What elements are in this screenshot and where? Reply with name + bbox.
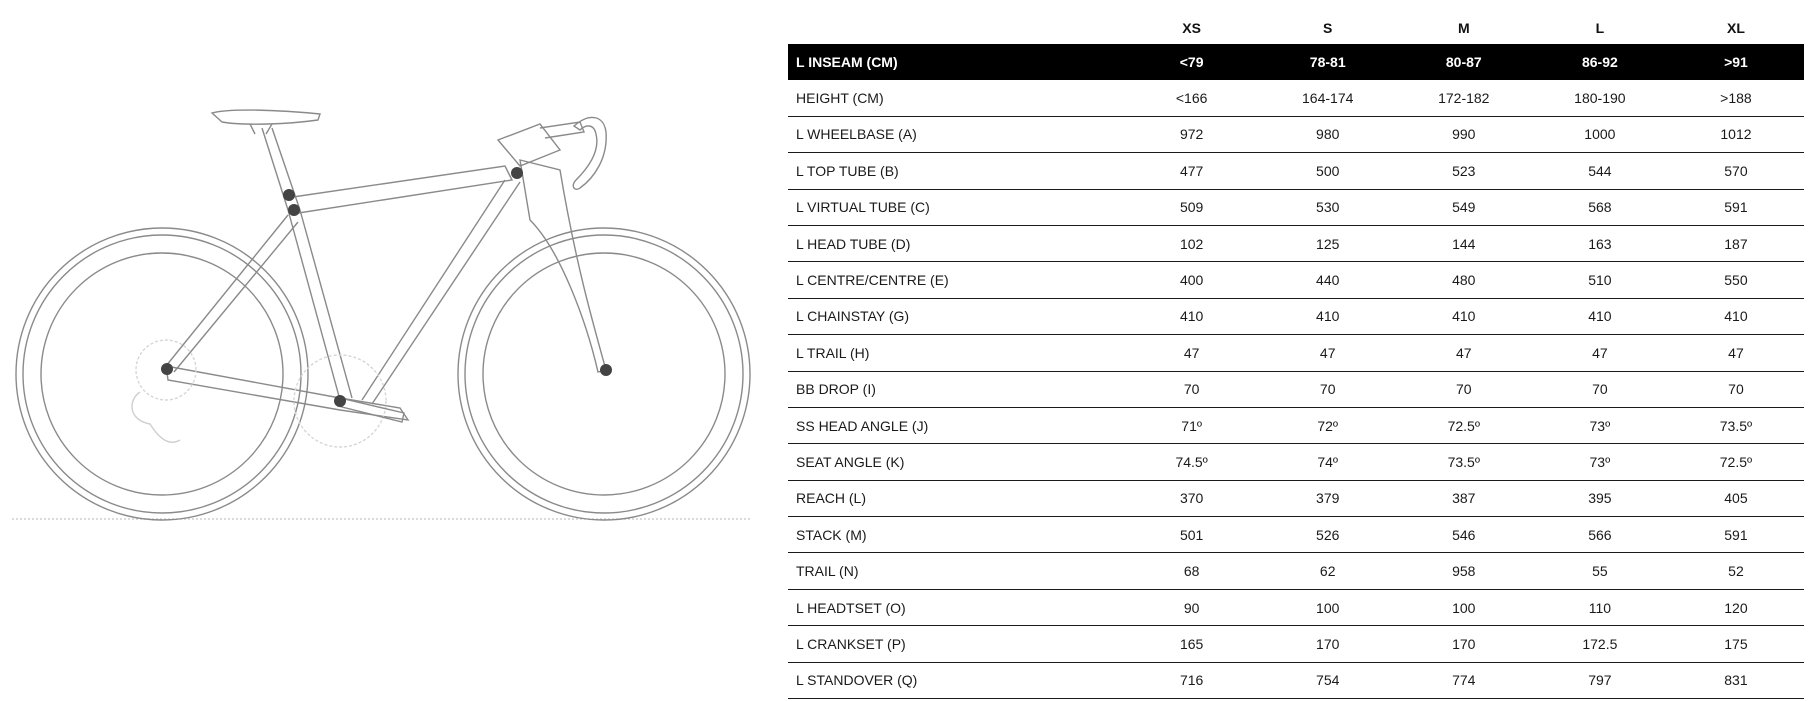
cell-value: 523 — [1396, 153, 1532, 189]
cell-value: 546 — [1396, 517, 1532, 553]
cell-value: 47 — [1260, 335, 1396, 371]
cell-value: >188 — [1668, 80, 1804, 116]
cell-value: 568 — [1532, 189, 1668, 225]
seat-stay — [166, 215, 298, 372]
row-label: L CENTRE/CENTRE (E) — [788, 262, 1124, 298]
table-row — [788, 626, 1804, 662]
table-row — [788, 480, 1804, 516]
cell-value: 387 — [1396, 480, 1532, 516]
row-label: SEAT ANGLE (K) — [788, 444, 1124, 480]
cell-value: 410 — [1396, 298, 1532, 334]
cell-value: 570 — [1668, 153, 1804, 189]
table-row — [788, 262, 1804, 298]
cell-value: 410 — [1532, 298, 1668, 334]
table-row — [788, 153, 1804, 189]
size-header: L — [1595, 20, 1605, 36]
cell-value: 405 — [1668, 480, 1804, 516]
cell-value: 70 — [1532, 371, 1668, 407]
cell-value: 72º — [1260, 407, 1396, 443]
cell-value: 550 — [1668, 262, 1804, 298]
cell-value: 74.5º — [1124, 444, 1260, 480]
cell-value: 125 — [1260, 225, 1396, 261]
cell-value: 170 — [1396, 626, 1532, 662]
rear-tire-inner — [23, 235, 301, 513]
bike-outline-icon — [0, 0, 760, 701]
cell-value: 90 — [1124, 589, 1260, 625]
down-tube — [362, 180, 520, 404]
table-row — [788, 444, 1804, 480]
cell-value: 500 — [1260, 153, 1396, 189]
row-label: L STANDOVER (Q) — [788, 662, 1124, 698]
table-row — [788, 407, 1804, 443]
row-label: L HEADTSET (O) — [788, 589, 1124, 625]
cell-value: 509 — [1124, 189, 1260, 225]
cell-value: <166 — [1124, 80, 1260, 116]
cell-value: 395 — [1532, 480, 1668, 516]
cell-value: 163 — [1532, 225, 1668, 261]
cell-value: 549 — [1396, 189, 1532, 225]
row-label: L WHEELBASE (A) — [788, 116, 1124, 152]
cell-value: 530 — [1260, 189, 1396, 225]
cell-value: 73º — [1532, 407, 1668, 443]
header-blank — [788, 12, 1124, 44]
table-row — [788, 517, 1804, 553]
cell-value: 187 — [1668, 225, 1804, 261]
cell-value: 180-190 — [1532, 80, 1668, 116]
cell-value: 55 — [1532, 553, 1668, 589]
row-label: L CHAINSTAY (G) — [788, 298, 1124, 334]
cell-value: 70 — [1124, 371, 1260, 407]
chain-stay — [166, 366, 408, 420]
cell-value: 74º — [1260, 444, 1396, 480]
cell-value: 480 — [1396, 262, 1532, 298]
cell-value: 400 — [1124, 262, 1260, 298]
cell-value: 1012 — [1668, 116, 1804, 152]
cell-value: 591 — [1668, 189, 1804, 225]
cell-value: 47 — [1396, 335, 1532, 371]
size-header: M — [1457, 20, 1470, 36]
cell-value: 70 — [1668, 371, 1804, 407]
table-row — [788, 225, 1804, 261]
size-header: XS — [1182, 20, 1201, 36]
cell-value: 797 — [1532, 662, 1668, 698]
table-row — [788, 335, 1804, 371]
frame-pivot-points — [161, 167, 612, 407]
cell-value: 410 — [1668, 298, 1804, 334]
cell-value: 100 — [1396, 589, 1532, 625]
handlebar — [573, 117, 606, 189]
cell-value: 1000 — [1532, 116, 1668, 152]
cell-value: 716 — [1124, 662, 1260, 698]
cell-value: 370 — [1124, 480, 1260, 516]
head-tube — [498, 124, 560, 166]
cell-value: >91 — [1668, 44, 1804, 80]
table-row — [788, 189, 1804, 225]
cell-value: 86-92 — [1532, 44, 1668, 80]
cell-value: 68 — [1124, 553, 1260, 589]
table-row — [788, 371, 1804, 407]
row-label: BB DROP (I) — [788, 371, 1124, 407]
cell-value: 73.5º — [1396, 444, 1532, 480]
rear-rim — [41, 253, 283, 495]
geometry-table — [788, 12, 1804, 699]
stem — [540, 122, 584, 138]
saddle — [212, 110, 320, 124]
row-label: L VIRTUAL TUBE (C) — [788, 189, 1124, 225]
cell-value: 164-174 — [1260, 80, 1396, 116]
cell-value: 47 — [1532, 335, 1668, 371]
row-label: TRAIL (N) — [788, 553, 1124, 589]
cell-value: 78-81 — [1260, 44, 1396, 80]
cell-value: 566 — [1532, 517, 1668, 553]
cell-value: 170 — [1260, 626, 1396, 662]
size-header: XL — [1727, 20, 1745, 36]
cell-value: 526 — [1260, 517, 1396, 553]
seat-tube — [288, 210, 352, 400]
cell-value: 440 — [1260, 262, 1396, 298]
bike-illustration — [0, 0, 760, 701]
cell-value: 410 — [1260, 298, 1396, 334]
row-label: STACK (M) — [788, 517, 1124, 553]
row-label: L TRAIL (H) — [788, 335, 1124, 371]
row-label: SS HEAD ANGLE (J) — [788, 407, 1124, 443]
size-header-row — [788, 12, 1804, 44]
table-row — [788, 80, 1804, 116]
row-label: L TOP TUBE (B) — [788, 153, 1124, 189]
cell-value: 72.5º — [1396, 407, 1532, 443]
table-row — [788, 589, 1804, 625]
table-row — [788, 662, 1804, 698]
table-row — [788, 298, 1804, 334]
cell-value: 70 — [1260, 371, 1396, 407]
size-header: S — [1323, 20, 1333, 36]
row-label: HEIGHT (CM) — [788, 80, 1124, 116]
cell-value: 120 — [1668, 589, 1804, 625]
cell-value: 62 — [1260, 553, 1396, 589]
top-tube — [286, 166, 512, 214]
cell-value: 70 — [1396, 371, 1532, 407]
table-row — [788, 553, 1804, 589]
cell-value: 80-87 — [1396, 44, 1532, 80]
cell-value: 100 — [1260, 589, 1396, 625]
row-label: L HEAD TUBE (D) — [788, 225, 1124, 261]
cell-value: 47 — [1668, 335, 1804, 371]
cell-value: 110 — [1532, 589, 1668, 625]
cell-value: 510 — [1532, 262, 1668, 298]
row-label: L CRANKSET (P) — [788, 626, 1124, 662]
cell-value: 501 — [1124, 517, 1260, 553]
cell-value: 172.5 — [1532, 626, 1668, 662]
cell-value: 52 — [1668, 553, 1804, 589]
cell-value: 73.5º — [1668, 407, 1804, 443]
table-row — [788, 116, 1804, 152]
cell-value: 144 — [1396, 225, 1532, 261]
cell-value: 72.5º — [1668, 444, 1804, 480]
fork — [520, 160, 606, 372]
cell-value: 980 — [1260, 116, 1396, 152]
cell-value: 71º — [1124, 407, 1260, 443]
cell-value: 379 — [1260, 480, 1396, 516]
cell-value: 73º — [1532, 444, 1668, 480]
cell-value: 754 — [1260, 662, 1396, 698]
cell-value: 972 — [1124, 116, 1260, 152]
cell-value: 165 — [1124, 626, 1260, 662]
cell-value: 410 — [1124, 298, 1260, 334]
cell-value: 102 — [1124, 225, 1260, 261]
cell-value: 172-182 — [1396, 80, 1532, 116]
cell-value: 990 — [1396, 116, 1532, 152]
cell-value: 544 — [1532, 153, 1668, 189]
table-row — [788, 44, 1804, 80]
row-label: L INSEAM (CM) — [788, 44, 1124, 80]
rear-tire — [16, 228, 308, 520]
cell-value: 591 — [1668, 517, 1804, 553]
cell-value: 831 — [1668, 662, 1804, 698]
cell-value: 47 — [1124, 335, 1260, 371]
cell-value: 774 — [1396, 662, 1532, 698]
row-label: REACH (L) — [788, 480, 1124, 516]
cell-value: 175 — [1668, 626, 1804, 662]
cell-value: 958 — [1396, 553, 1532, 589]
cell-value: 477 — [1124, 153, 1260, 189]
cell-value: <79 — [1124, 44, 1260, 80]
